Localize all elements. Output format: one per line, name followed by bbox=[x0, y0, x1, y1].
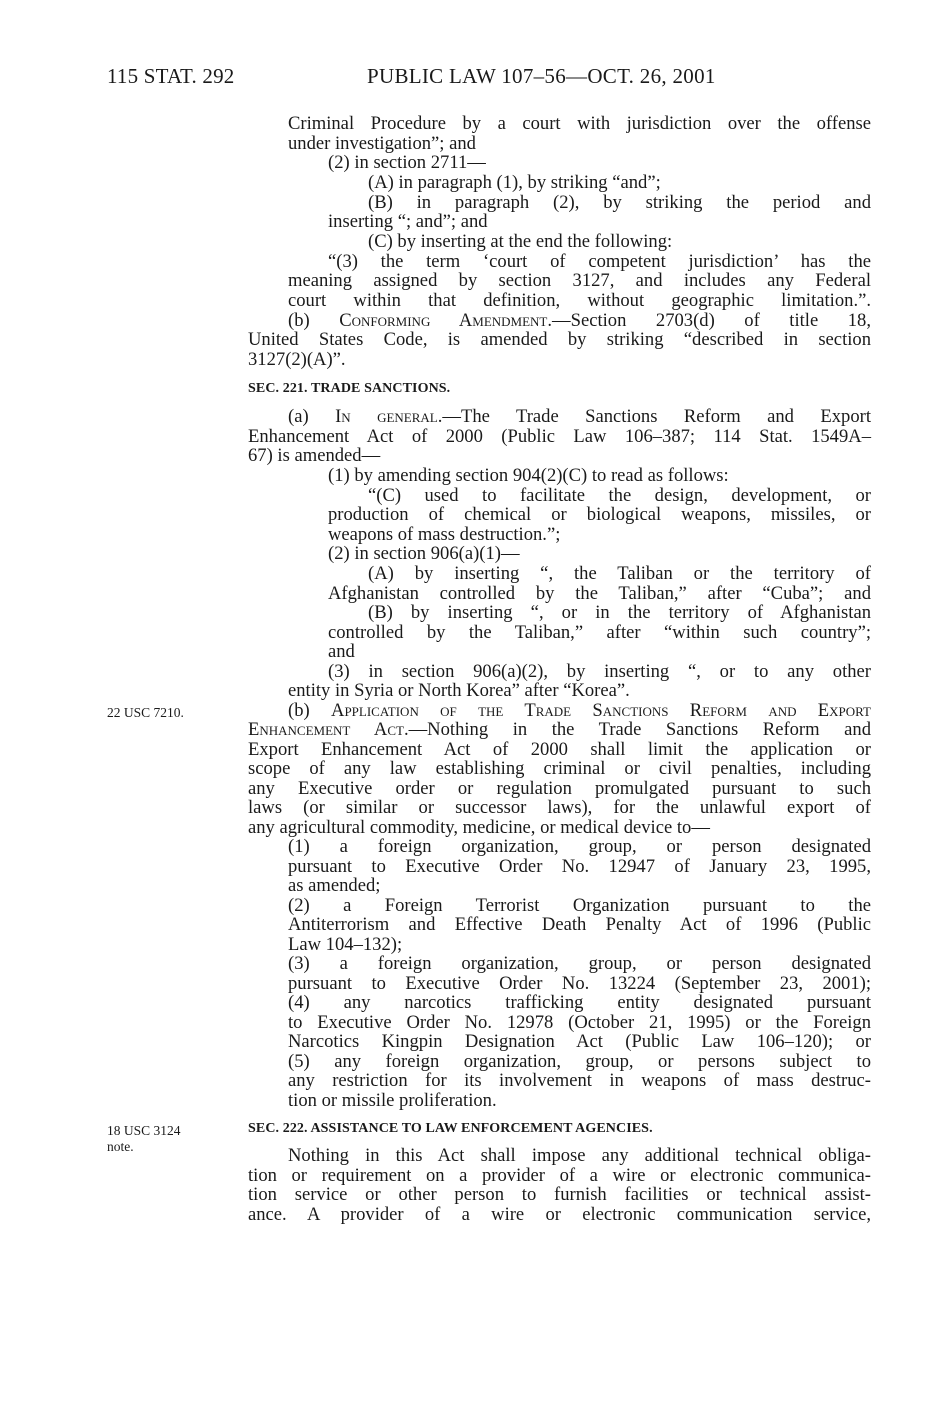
text-line bbox=[288, 407, 871, 427]
text-line: (B) in paragraph (2), by striking the period and bbox=[368, 192, 871, 213]
text-line: pursuant to Executive Order No. 12947 of January 23, 1995, bbox=[288, 856, 871, 877]
text-line: any restriction for its involvement in weapons of mass destruc- bbox=[288, 1070, 871, 1091]
subsection-heading: Conforming Amendment bbox=[339, 310, 548, 331]
text-line: court within that definition, without geographic limitation.”. bbox=[288, 290, 871, 311]
text-line: (A) by inserting “, the Taliban or the territory of bbox=[368, 563, 871, 584]
text-line: Law 104–132); bbox=[288, 934, 403, 955]
subsection-heading: Application of the Trade Sanctions Reform and Export bbox=[331, 700, 871, 721]
text-line: any Executive order or regulation promulgated pursuant to such bbox=[248, 778, 871, 799]
margin-note-usc-3124: 18 USC 3124 bbox=[107, 1123, 181, 1138]
text-line: (3) in section 906(a)(2), by inserting “, or to any other bbox=[328, 661, 871, 682]
text-line: (A) in paragraph (1), by striking “and”; bbox=[368, 172, 661, 193]
text-line: production of chemical or biological weapons, missiles, or bbox=[328, 504, 871, 525]
text-line: tion service or other person to furnish facilities or technical assist- bbox=[248, 1184, 871, 1205]
text-line: tion or missile proliferation. bbox=[288, 1090, 497, 1111]
text-line: Nothing in this Act shall impose any additional technical obliga- bbox=[288, 1145, 871, 1166]
text-line: (C) by inserting at the end the following: bbox=[368, 231, 673, 252]
text-line: (1) a foreign organization, group, or person designated bbox=[288, 836, 871, 857]
subsection-heading: Enhancement Act bbox=[248, 719, 404, 740]
text-line: under investigation”; and bbox=[288, 133, 476, 154]
text-line: “(3) the term ‘court of competent jurisdiction’ has the bbox=[328, 251, 871, 272]
margin-note-usc-3124-note: note. bbox=[107, 1139, 134, 1154]
text-line: and bbox=[328, 641, 355, 662]
text-line: Narcotics Kingpin Designation Act (Public Law 106–120); or bbox=[288, 1031, 871, 1052]
text-line: “(C) used to facilitate the design, development, or bbox=[368, 485, 871, 506]
text-line bbox=[248, 720, 871, 740]
text-line: Criminal Procedure by a court with jurisdiction over the offense bbox=[288, 113, 871, 134]
text-line: Export Enhancement Act of 2000 shall limit the application or bbox=[248, 739, 871, 760]
text-line: pursuant to Executive Order No. 13224 (September 23, 2001); bbox=[288, 973, 871, 994]
text-line: meaning assigned by section 3127, and includes any Federal bbox=[288, 270, 871, 291]
text-span: (b) bbox=[288, 310, 340, 331]
text-line: (1) by amending section 904(2)(C) to read as follows: bbox=[328, 465, 729, 486]
text-line: 3127(2)(A)”. bbox=[248, 349, 346, 370]
running-header: PUBLIC LAW 107–56—OCT. 26, 2001 bbox=[367, 64, 716, 88]
subsection-heading: In general bbox=[335, 406, 438, 427]
text-line: ance. A provider of a wire or electronic communication service, bbox=[248, 1204, 871, 1225]
text-line: controlled by the Taliban,” after “within such country”; bbox=[328, 622, 871, 643]
text-line: United States Code, is amended by striking “described in section bbox=[248, 329, 871, 350]
text-line: as amended; bbox=[288, 875, 381, 896]
text-line: any agricultural commodity, medicine, or medical device to— bbox=[248, 817, 710, 838]
text-line: (3) a foreign organization, group, or person designated bbox=[288, 953, 871, 974]
text-span: (a) bbox=[288, 406, 336, 427]
text-span: (b) bbox=[288, 700, 332, 721]
text-line bbox=[288, 701, 871, 721]
text-line: (B) by inserting “, or in the territory of Afghanistan bbox=[368, 602, 871, 623]
text-line: 67) is amended— bbox=[248, 445, 381, 466]
text-line: inserting “; and”; and bbox=[328, 211, 488, 232]
text-line: (4) any narcotics trafficking entity designated pursuant bbox=[288, 992, 871, 1013]
text-line: tion or requirement on a provider of a wire or electronic communica- bbox=[248, 1165, 871, 1186]
text-line: Enhancement Act of 2000 (Public Law 106–387; 114 Stat. 1549A– bbox=[248, 426, 871, 447]
text-line: (2) in section 906(a)(1)— bbox=[328, 543, 520, 564]
text-line: weapons of mass destruction.”; bbox=[328, 524, 561, 545]
text-line bbox=[288, 311, 871, 331]
text-span: .—The Trade Sanctions Reform and Export bbox=[437, 406, 872, 427]
text-line: (2) a Foreign Terrorist Organization pursuant to the bbox=[288, 895, 871, 916]
stat-page-number: 115 STAT. 292 bbox=[107, 64, 235, 88]
text-span: .—Section 2703(d) of title 18, bbox=[547, 310, 871, 331]
text-line: Afghanistan controlled by the Taliban,” after “Cuba”; and bbox=[328, 583, 871, 604]
text-line: scope of any law establishing criminal or civil penalties, including bbox=[248, 758, 871, 779]
text-line: to Executive Order No. 12978 (October 21, 1995) or the Foreign bbox=[288, 1012, 871, 1033]
section-heading-222: SEC. 222. ASSISTANCE TO LAW ENFORCEMENT AGENCIES. bbox=[248, 1121, 653, 1136]
margin-note-usc-7210: 22 USC 7210. bbox=[107, 705, 184, 720]
section-heading-221: SEC. 221. TRADE SANCTIONS. bbox=[248, 381, 451, 396]
text-line: Antiterrorism and Effective Death Penalty Act of 1996 (Public bbox=[288, 914, 871, 935]
text-line: (5) any foreign organization, group, or persons subject to bbox=[288, 1051, 871, 1072]
text-line: entity in Syria or North Korea” after “Korea”. bbox=[288, 680, 630, 701]
text-span: .—Nothing in the Trade Sanctions Reform and bbox=[403, 719, 871, 740]
text-line: laws (or similar or successor laws), for the unlawful export of bbox=[248, 797, 871, 818]
text-line: (2) in section 2711— bbox=[328, 152, 486, 173]
